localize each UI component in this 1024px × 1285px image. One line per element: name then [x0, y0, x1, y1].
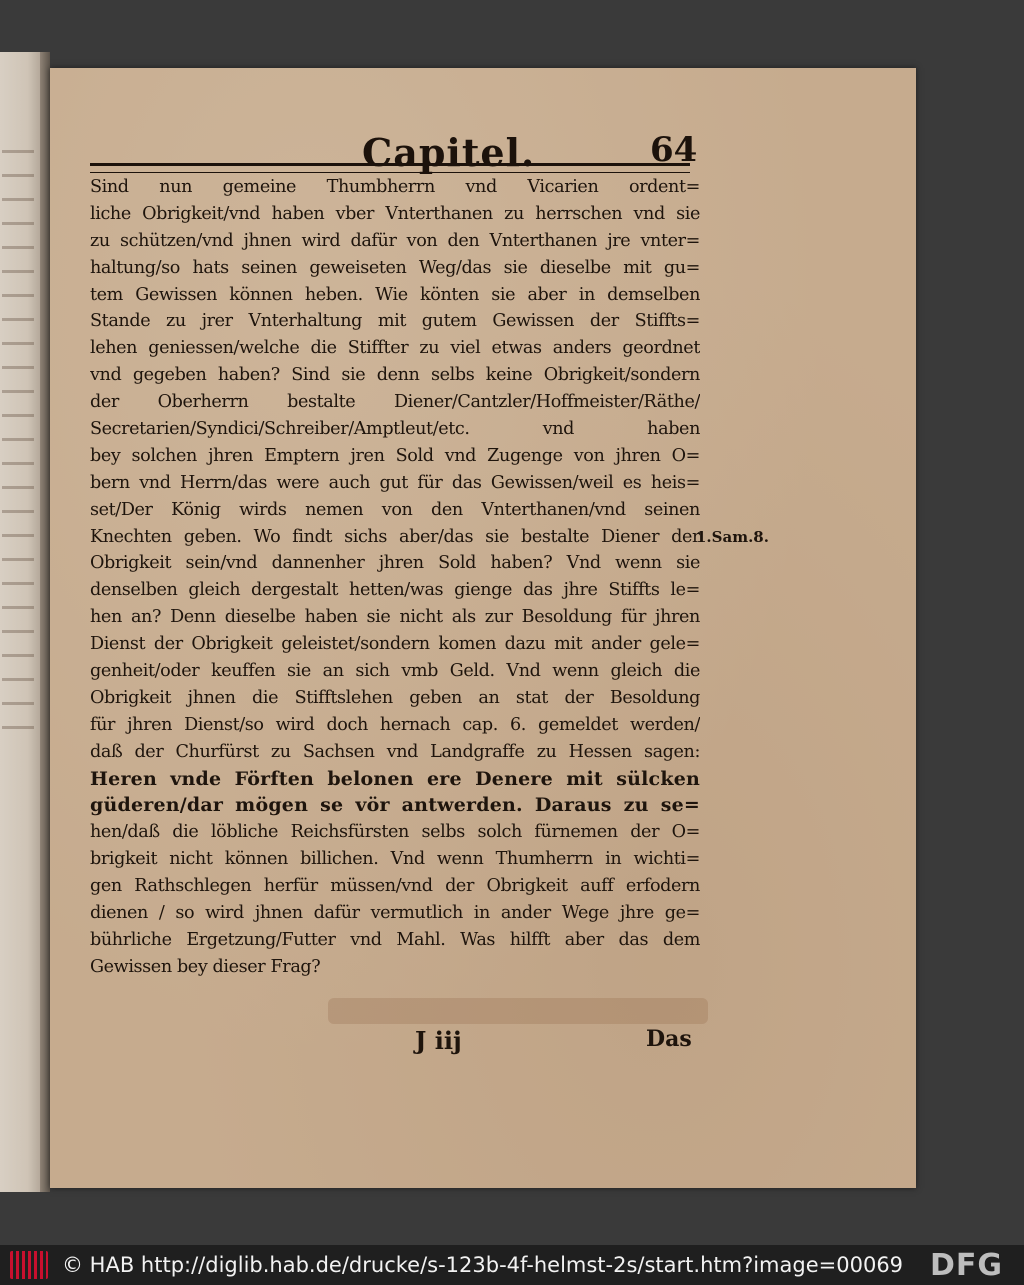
- facing-page-text-fragment: [2, 150, 34, 750]
- text-line: güderen/dar mögen se vör antwerden. Daraus zu se=: [90, 794, 700, 817]
- text-line: Dienst der Obrigkeit geleistet/sondern komen dazu mit ander gele=: [90, 634, 700, 655]
- body-text: [90, 174, 700, 1022]
- text-line: tem Gewissen können heben. Wie könten sie aber in demselben: [90, 284, 700, 305]
- text-line: bührliche Ergetzung/Futter vnd Mahl. Was hilfft aber das dem: [90, 929, 700, 950]
- text-line: Secretarien/Syndici/Schreiber/Amptleut/etc. vnd haben: [90, 419, 700, 440]
- book-page: [50, 68, 916, 1188]
- margin-note: 1.Sam.8.: [696, 528, 769, 546]
- text-line: denselben gleich dergestalt hetten/was gienge das jhre Stiffts le=: [90, 580, 700, 601]
- text-line: vnd gegeben haben? Sind sie denn selbs keine Obrigkeit/sondern: [90, 365, 700, 386]
- text-line: Sind nun gemeine Thumbherrn vnd Vicarien ordent=: [90, 177, 700, 197]
- text-line: der Oberherrn bestalte Diener/Cantzler/Hoffmeister/Räthe/: [90, 392, 700, 413]
- running-head: Capitel.: [362, 130, 536, 175]
- text-line: gen Rathschlegen herfür müssen/vnd der Obrigkeit auff erfodern: [90, 876, 700, 897]
- text-line: daß der Churfürst zu Sachsen vnd Landgraffe zu Hessen sagen:: [90, 741, 700, 762]
- text-line: zu schützen/vnd jhnen wird dafür von den Vnterthanen jre vnter=: [90, 230, 700, 251]
- text-line: für jhren Dienst/so wird doch hernach cap. 6. gemeldet werden/: [90, 714, 700, 735]
- text-line: Stande zu jrer Vnterhaltung mit gutem Gewissen der Stiffts=: [90, 311, 700, 332]
- signature-mark: J iij: [415, 1026, 462, 1055]
- text-line: Obrigkeit jhnen die Stifftslehen geben an stat der Besoldung: [90, 687, 700, 708]
- header-rule: [90, 163, 690, 173]
- text-line: hen an? Denn dieselbe haben sie nicht als zur Besoldung für jhren: [90, 607, 700, 628]
- text-line: set/Der König wirds nemen von den Vnterthanen/vnd seinen: [90, 499, 700, 520]
- text-line: haltung/so hats seinen geweiseten Weg/das sie dieselbe mit gu=: [90, 257, 700, 278]
- text-line: brigkeit nicht können billichen. Vnd wenn Thumherrn in wichti=: [90, 849, 700, 870]
- text-line: lehen geniessen/welche die Stiffter zu viel etwas anders geordnet: [90, 338, 700, 359]
- barcode-icon: [10, 1251, 48, 1279]
- text-line: bern vnd Herrn/das were auch gut für das Gewissen/weil es heis=: [90, 472, 700, 493]
- text-line: liche Obrigkeit/vnd haben vber Vnterthanen zu herrschen vnd sie: [90, 203, 700, 224]
- book-gutter: [40, 52, 50, 1192]
- text-line: dienen / so wird jhnen dafür vermutlich in ander Wege jhre ge=: [90, 903, 700, 924]
- catchword: Das: [646, 1026, 692, 1052]
- dfg-logo: DFG: [930, 1248, 1004, 1283]
- text-line: hen/daß die löbliche Reichsfürsten selbs solch fürnemen der O=: [90, 822, 700, 843]
- text-line: Knechten geben. Wo findt sichs aber/das sie bestalte Diener der: [90, 526, 700, 547]
- text-line: genheit/oder keuffen sie an sich vmb Geld. Vnd wenn gleich die: [90, 661, 700, 682]
- text-line: bey solchen jhren Emptern jren Sold vnd Zugenge von jhren O=: [90, 445, 700, 466]
- text-line: Heren vnde Förften belonen ere Denere mit sülcken: [90, 767, 700, 790]
- text-line: Obrigkeit sein/vnd dannenher jhren Sold haben? Vnd wenn sie: [90, 553, 700, 574]
- footer-bar: [0, 1245, 1024, 1285]
- footer-credit: © HAB http://diglib.hab.de/drucke/s-123b-4f-helmst-2s/start.htm?image=00069: [62, 1253, 904, 1277]
- page-number: 64: [650, 130, 698, 170]
- text-line: Gewissen bey dieser Frag?: [90, 956, 321, 977]
